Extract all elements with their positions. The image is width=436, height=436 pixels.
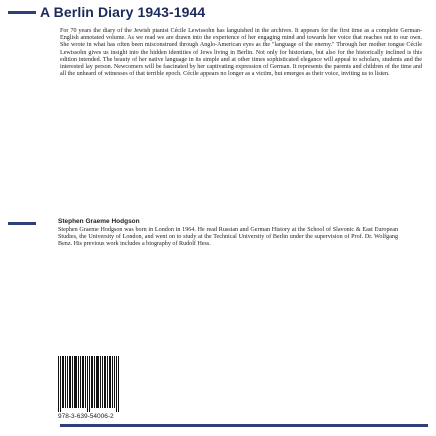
author-bio: Stephen Graeme Hodgson was born in London in 1964. He read Russian and German History at the School of Slavonic & East European Studies, the University of London, and went on to study at the Technical University of Berlin under the supervision of Prof. Dr. Wolfgang Benz. His previous work includes a biography of Rudolf Hess. — [58, 227, 398, 248]
bottom-accent-rule — [60, 424, 428, 427]
isbn-number: 978-3-639-54006-2 — [58, 413, 114, 420]
author-accent-rule — [8, 222, 36, 225]
book-blurb: For 70 years the diary of the Jewish pianist Cécile Lewissohn has languished in the archives. It appears for the first time as a complete German-English annotated volume. As we read we are drawn into the experience of her engaging mind and towards her voice that reaches out to our own. She wrote in what has often been misconstrued through Anglo-American eyes as the "language of the enemy." Through her mother tongue Cécile Lewissohn gives us insight into the hidden identities of Jews living in Berlin. Not only for historians, but also for the historically inclined is this edition intended. The beauty of her native language in its simple and at other times sophisticated elegance will appeal to scholars, students and the interested lay person. Newcomers will be fascinated by her captivating expression of German. It represents the parents and children of the time and all the unheard of witnesses of that terrible epoch. Cécile appears no longer as a victim, but emerges as their voice, inviting us to listen. — [60, 28, 422, 78]
book-title: A Berlin Diary 1943-1944 — [40, 4, 206, 20]
header-accent-rule — [8, 11, 36, 14]
barcode-block — [58, 356, 128, 420]
author-block — [8, 218, 424, 249]
author-text — [58, 218, 398, 249]
author-name: Stephen Graeme Hodgson — [58, 218, 140, 225]
barcode-image — [58, 356, 122, 412]
header — [8, 4, 428, 20]
